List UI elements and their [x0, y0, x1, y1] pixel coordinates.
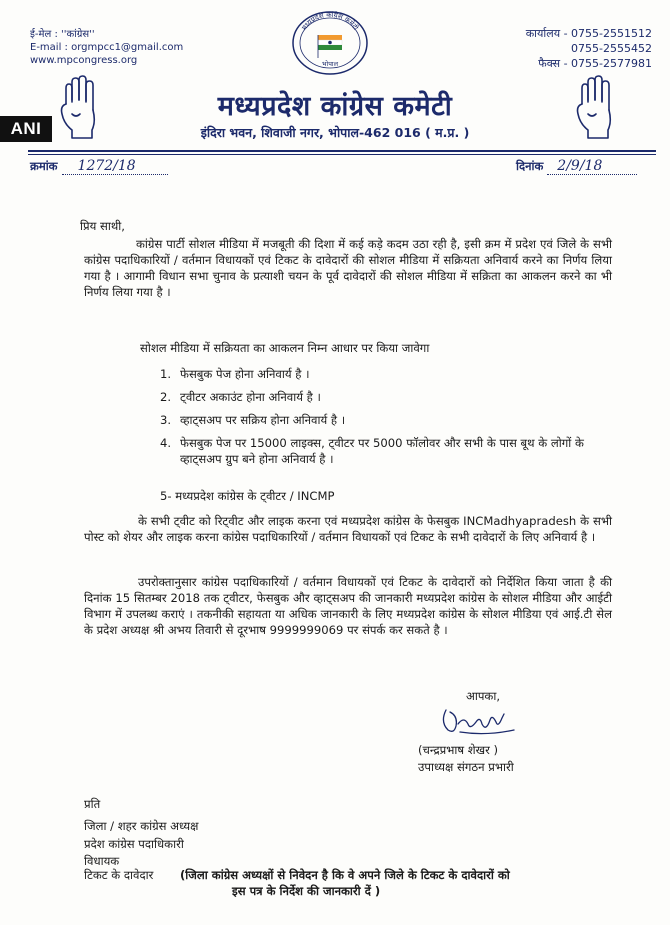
criteria-intro: सोशल मीडिया में सक्रियता का आकलन निम्न आधार पर किया जावेगा [140, 341, 430, 355]
criteria-list [160, 366, 620, 474]
header-divider-thin [28, 154, 656, 155]
recipients-label: प्रति [84, 797, 101, 811]
list-item-5: 5- मध्यप्रदेश कांग्रेस के ट्वीटर / INCMP [160, 489, 335, 503]
office-phone-2: 0755-2555452 [571, 42, 652, 55]
office-contact-block [526, 26, 652, 71]
paragraph-3: उपरोक्तानुसार कांग्रेस पदाधिकारियों / वर्तमान विधायकों एवं टिकट के दावेदारों को निर्देशित किया जाता है की दिनांक 15 सितम्बर 2018 तक ट्वीटर, फेसबुक और व्हाट्सअप की जानकारी मध्यप्रदेश कांग्रेस के सोशल मीडिया और आईटी विभाग में उपलब्ध कराएं । तकनीकी सहायता या अधिक जानकारी के लिए मध्यप्रदेश कांग्रेस के सोशल मीडिया एवं आई.टी सेल के प्रदेश अध्यक्ष श्री अभय तिवारी से दूरभाष 9999999069 पर संपर्क कर सकते है । [84, 575, 612, 637]
list-item: 4. फेसबुक पेज पर 15000 लाइक्स, ट्वीटर पर 5000 फॉलोवर और सभी के पास बूथ के लोगों के व्हाट्सअप ग्रुप बने होना अनिवार्य है । [160, 436, 584, 466]
office-phone: कार्यालय - 0755-2551512 [525, 27, 652, 40]
header-divider [28, 150, 656, 152]
list-item: 1. फेसबुक पेज होना अनिवार्य है । [160, 367, 310, 381]
signer-designation: उपाध्यक्ष संगठन प्रभारी [418, 760, 514, 774]
reference-label: क्रमांक [30, 159, 58, 173]
congress-seal-icon [290, 10, 370, 76]
contact-block [30, 28, 183, 67]
letter-date [516, 158, 637, 175]
signature-icon [436, 702, 526, 738]
ani-watermark: ANI [0, 116, 52, 142]
greeting: प्रिय साथी, [80, 219, 125, 233]
list-item: 3. व्हाट्सअप पर सक्रिय होना अनिवार्य है । [160, 413, 346, 427]
paragraph-2: के सभी ट्वीट को रिट्वीट और लाइक करना एवं मध्यप्रदेश कांग्रेस के फेसबुक INCMadhyapradesh के सभी पोस्ट को शेयर और लाइक करना कांग्रेस पदाधिकारियों / वर्तमान विधायकों एवं टिकट के सभी दावेदारों के लिए अनिवार्य है । [84, 514, 612, 544]
signer-name: (चन्द्रप्रभाष शेखर ) [418, 743, 499, 757]
paragraph-1: कांग्रेस पार्टी सोशल मीडिया में मजबूती की दिशा में कई कड़े कदम उठा रही है, इसी क्रम में प्रदेश एवं जिले के सभी कांग्रेस पदाधिकारियों / वर्तमान विधायकों एवं टिकट के दावेदारों की सोशल मीडिया में सक्रियता अनिवार्य करने का निर्णय लिया गया है । आगामी विधान सभा चुनाव के प्रत्याशी चयन के पूर्व दावेदारों की सोशल मीडिया में सक्रिता का आकलन करने का भी निर्णय लिया गया है । [84, 237, 612, 299]
recipient-line: टिकट के दावेदार [84, 868, 154, 882]
list-item: 2. ट्वीटर अकाउंट होना अनिवार्य है । [160, 390, 321, 404]
letterhead-title: मध्यप्रदेश कांग्रेस कमेटी [217, 91, 453, 122]
date-value: 2/9/18 [547, 158, 637, 175]
reference-value: 1272/18 [62, 158, 168, 175]
email-text: E-mail : orgmpcc1@gmail.com [30, 42, 184, 53]
recipient-line: जिला / शहर कांग्रेस अध्यक्ष [84, 819, 199, 833]
website-text: www.mpcongress.org [30, 55, 138, 66]
fax-number: फैक्स - 0755-2577981 [538, 57, 652, 70]
letterhead-address: इंदिरा भवन, शिवाजी नगर, भोपाल-462 016 ( म.प्र. ) [200, 125, 470, 140]
recipient-note: (जिला कांग्रेस अध्यक्षों से निवेदन है कि वे अपने जिले के टिकट के दावेदारों को [180, 868, 510, 882]
recipient-line: प्रदेश कांग्रेस पदाधिकारी [84, 837, 184, 851]
seal-bottom-text: भोपाल [321, 60, 339, 68]
reference-number [30, 158, 168, 175]
recipient-line: विधायक [84, 854, 120, 868]
closing-yours: आपका, [466, 689, 501, 703]
svg-text:मध्यप्रदेश कांग्रेस कमेटी [300, 10, 360, 32]
date-label: दिनांक [516, 159, 544, 173]
email-label: ई-मेल : ''कांग्रेस'' [30, 29, 95, 40]
recipient-note-2: इस पत्र के निर्देश की जानकारी दें ) [232, 884, 381, 898]
seal-top-text: मध्यप्रदेश कांग्रेस कमेटी [300, 10, 360, 32]
